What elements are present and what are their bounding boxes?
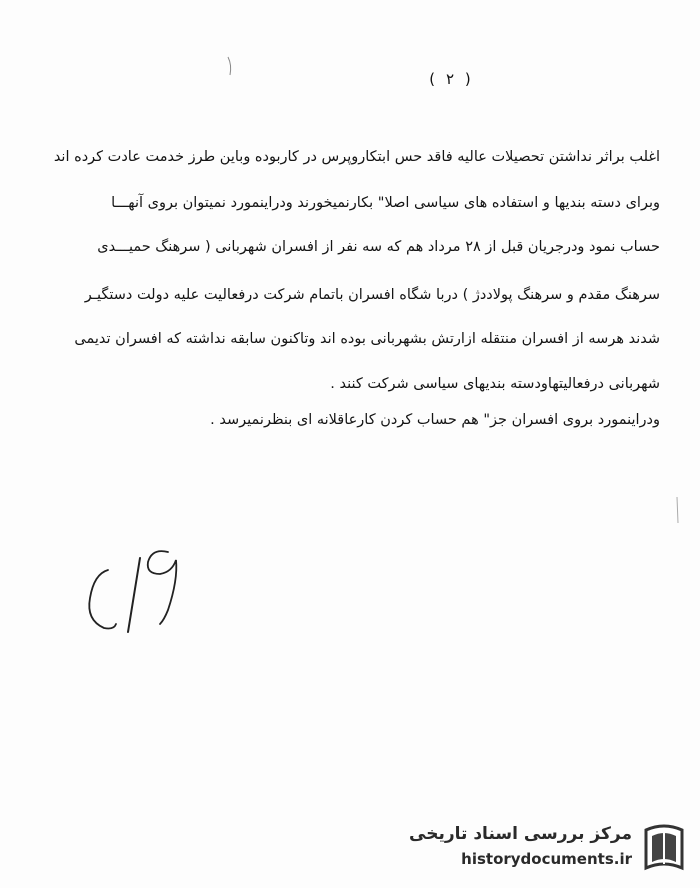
watermark [402,818,692,878]
text-line: اغلب براثر نداشتن تحصیلات عالیه فاقد حس ابتکاروپرس در کاربوده وباین طرز خدمت عادت کرده اند [53,149,660,165]
text-line: شهربانی درفعالیتهاودسته بندیهای سیاسی شرکت کنند . [330,376,660,392]
watermark-url: historydocuments.ir [461,850,632,868]
page-number: ( ٢ ) [427,70,473,88]
text-line: وبرای دسته بندیها و استفاده های سیاسی اصلا" بکارنمیخورند ودراینمورد نمیتوان بروی آنهـــا [111,195,660,211]
scan-mark [225,55,237,77]
text-line: سرهنگ مقدم و سرهنگ پولاددژ ) دربا شگاه افسران باتمام شرکت درفعالیت علیه دولت دستگیـر [84,287,660,303]
book-logo-icon [638,820,690,876]
watermark-name: مرکز بررسی اسناد تاریخی [409,824,632,844]
text-line: ودراینمورد بروی افسران جز" هم حساب کردن کارعاقلانه ای بنظرنمیرسد . [210,412,660,428]
text-line: حساب نمود ودرجریان قبل از ۲۸ مرداد هم که سه نفر از افسران شهربانی ( سرهنگ حمیـــدی [97,239,660,255]
handwritten-signature [80,540,190,640]
text-line: شدند هرسه از افسران منتقله ازارتش بشهربانی بوده اند وتاکنون سابقه نداشته که افسران تدیمی [74,331,660,347]
scan-mark [672,495,682,525]
document-body [38,142,660,435]
